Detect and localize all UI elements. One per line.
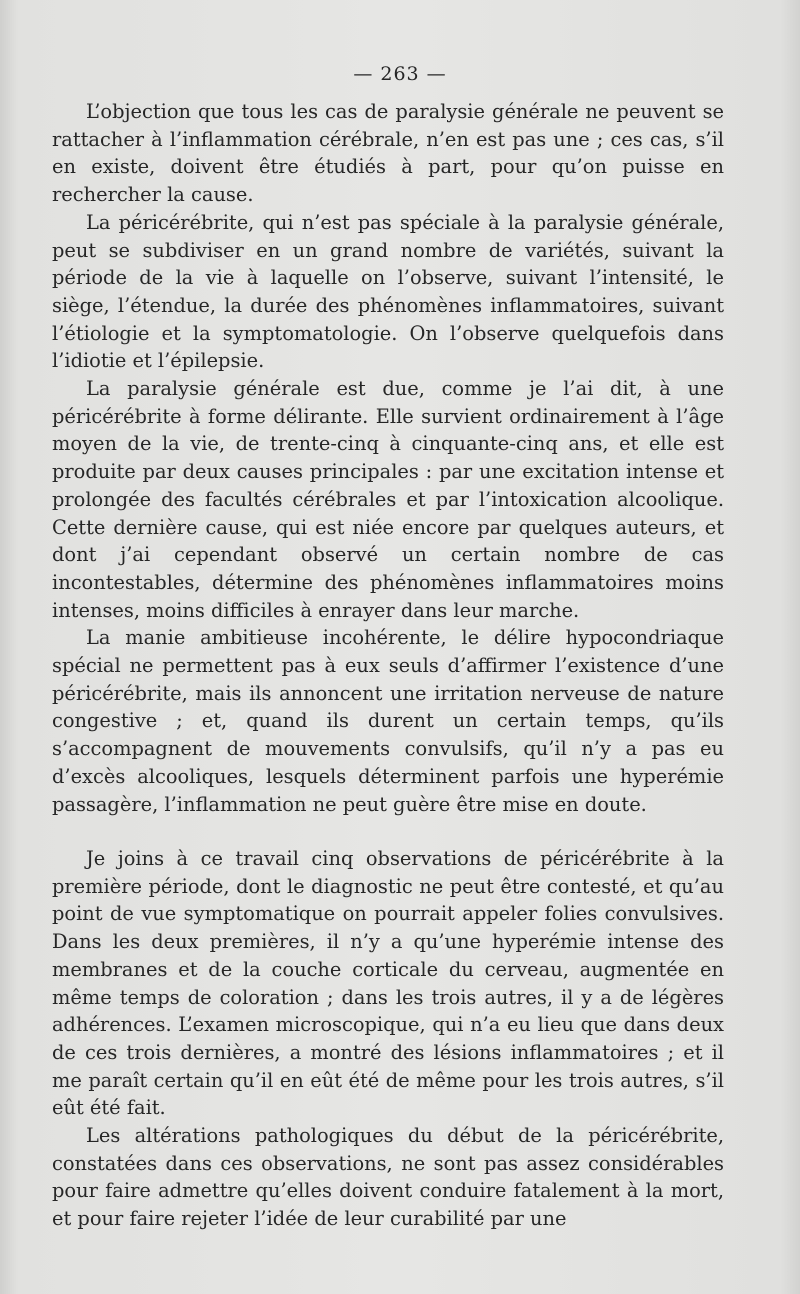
text-section-2 (52, 845, 724, 1233)
paragraph-manie-ambitieuse: La manie ambitieuse incohérente, le délire hypocondriaque spécial ne permettent pas à eux seuls d’affirmer l’existence d’une péricérébrite, mais ils annoncent une irritation nerveuse de nature congestive ; et, quand ils durent un certain temps, qu’ils s’accompagnent de mouvements convulsifs, qu’il n’y a pas eu d’excès alcooliques, lesquels déterminent parfois une hyperémie passagère, l’inflammation ne peut guère être mise en doute. (52, 626, 724, 816)
paragraph-pericerebrite: La péricérébrite, qui n’est pas spéciale à la paralysie générale, peut se subdiviser en un grand nombre de variétés, suivant la période de la vie à laquelle on l’observe, suivant l’intensité, le siège, l’étendue, la durée des phénomènes inflammatoires, suivant l’étiologie et la symptomatologie. On l’observe quelquefois dans l’idiotie et l’épilepsie. (52, 210, 724, 373)
text-section-1 (52, 98, 724, 818)
paragraph-objection: L’objection que tous les cas de paralysie générale ne peuvent se rattacher à l’inflammation cérébrale, n’en est pas une ; ces cas, s’il en existe, doivent être étudiés à part, pour qu’on puisse en rechercher la cause. (52, 100, 724, 207)
page-number: — 263 — (353, 63, 447, 85)
paragraph-paralysie-generale: La paralysie générale est due, comme je l’ai dit, à une péricérébrite à forme délirante. Elle survient ordinairement à l’âge moyen de la vie, de trente-cinq à cinquante-cinq ans, et elle est produite par deux causes principales : par une excitation intense et prolongée des facultés cérébrales et par l’intoxication alcoolique. Cette dernière cause, qui est niée encore par quelques auteurs, et dont j’ai cependant observé un certain nombre de cas incontestables, détermine des phénomènes inflammatoires moins intenses, moins difficiles à enrayer dans leur marche. (52, 377, 724, 622)
paragraph-alterations: Les altérations pathologiques du début de la péricérébrite, constatées dans ces observations, ne sont pas assez considérables pour faire admettre qu’elles doivent conduire fatalement à la mort, et pour faire rejeter l’idée de leur curabilité par une (52, 1124, 724, 1231)
paragraph-observations: Je joins à ce travail cinq observations de péricérébrite à la première période, dont le diagnostic ne peut être contesté, et qu’au point de vue symptomatique on pourrait appeler folies convulsives. Dans les deux premières, il n’y a qu’une hyperémie intense des membranes et de la couche corticale du cerveau, augmentée en même temps de coloration ; dans les trois autres, il y a de légères adhérences. L’examen microscopique, qui n’a eu lieu que dans deux de ces trois dernières, a montré des lésions inflammatoires ; et il me paraît certain qu’il en eût été de même pour les trois autres, s’il eût été fait. (52, 847, 724, 1120)
